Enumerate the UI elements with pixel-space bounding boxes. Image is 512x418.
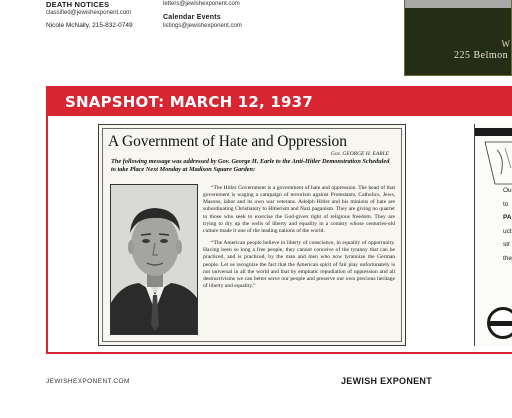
clipping-intro: The following message was addressed by Gov. George H. Earle to the Anti-Hitler Demonstration Scheduled to take Place Next Monday at Madison Square Garden:	[111, 158, 390, 173]
footer-brand: JEWISH EXPONENT	[341, 376, 433, 386]
calendar-column	[163, 0, 313, 30]
snapshot-banner	[48, 88, 512, 116]
death-notices-column	[46, 0, 156, 30]
clipping-paragraph-2: “The American people believe in liberty of conscience, in equality of opportunity. Having been so long a free people, they cannot conceive of the tyranny that can be practiced, and is practiced, by the man and men who now tyrannize the German people. Let us recognize the fact that the American spirit of fair play unfortunately is not universal in all the world and that by emphatic repudiation of oppression and all destructivisms we can better serve our people and preserve our own precious heritage of liberty and equality.”	[203, 240, 395, 290]
fragment-line: uct	[503, 227, 512, 235]
fragment-text	[503, 184, 512, 265]
fragment-line: the	[503, 254, 512, 262]
clipping-headline: A Government of Hate and Oppression	[108, 133, 347, 150]
seal-icon	[487, 307, 512, 339]
listings-email[interactable]: listings@jewishexponent.com	[163, 23, 242, 29]
death-notices-contact: Nicole McNally, 215-832-0749	[46, 22, 133, 29]
classified-email[interactable]: classified@jewishexponent.com	[46, 10, 132, 16]
seal-band	[490, 321, 512, 326]
newspaper-clipping	[98, 124, 406, 346]
clipping-paragraph-1: “The Hitler Government is a government of hate and oppression. The head of that government is waging a campaign of terrorism against Protestants, Catholics, Jews, Masons, labor and its own war veterans. Adolph Hitler and his minions of hate are subordinating Christianity to Hitlerism and Nazi paganism. They are giving no quarter to those who seek to exercise the God-given right of religious freedom. They are trying to dry up the wells of liberty and equality in a country whose centuries-old culture made it one of the leading nations of the world.	[203, 185, 395, 234]
fragment-line: str	[503, 241, 511, 248]
fragment-line: to	[503, 200, 509, 208]
clipping-body	[203, 185, 395, 290]
footer-site-link[interactable]: JEWISHEXPONENT.COM	[46, 378, 130, 385]
ad-letter: W	[501, 39, 510, 49]
fragment-line: PA	[503, 214, 512, 221]
fragment-illustration	[475, 138, 512, 188]
letters-email[interactable]: letters@jewishexponent.com	[163, 1, 240, 7]
calendar-events-heading: Calendar Events	[163, 14, 221, 21]
fragment-line: Ou	[503, 187, 512, 194]
ad-frame	[404, 0, 512, 76]
adjacent-clipping-fragment	[474, 124, 512, 346]
advertisement[interactable]	[404, 0, 512, 76]
clipping-byline: Gov. GEORGE H. EARLE	[330, 151, 389, 157]
fragment-black-bar	[475, 128, 512, 136]
ad-address: 225 Belmon	[454, 50, 509, 61]
snapshot-title: SNAPSHOT: MARCH 12, 1937	[65, 93, 313, 111]
portrait-photo	[110, 184, 198, 335]
portrait-illustration	[111, 185, 198, 335]
death-notices-heading: DEATH NOTICES	[46, 0, 110, 9]
